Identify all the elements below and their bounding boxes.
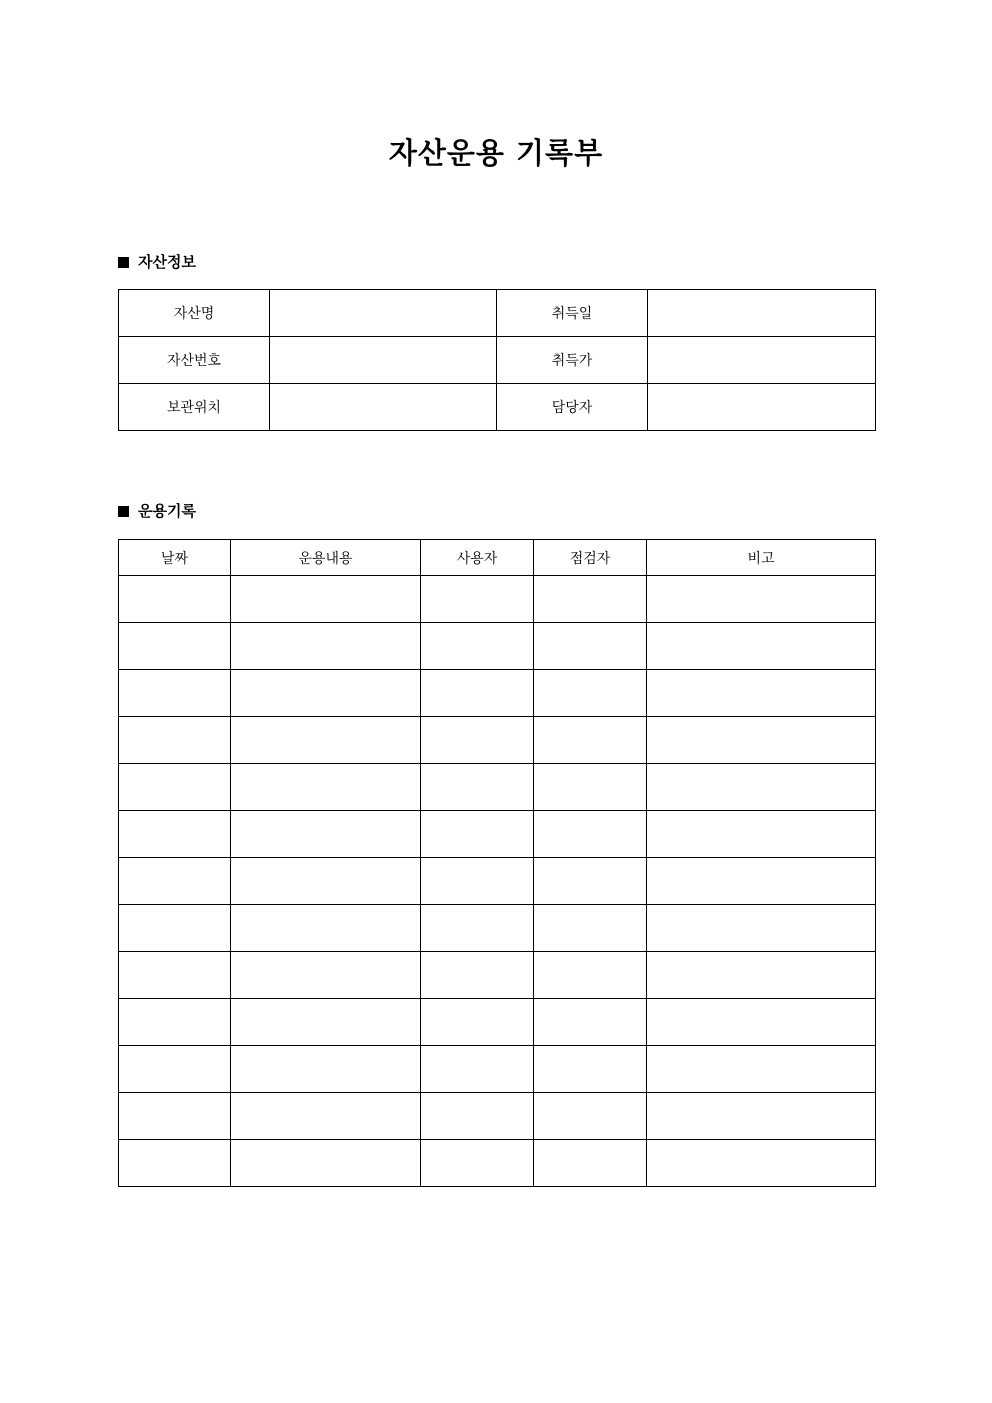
cell-user[interactable] (421, 576, 534, 623)
cell-detail[interactable] (231, 670, 421, 717)
field-value-asset-name[interactable] (270, 290, 497, 337)
cell-remark[interactable] (647, 576, 876, 623)
filled-square-icon (118, 257, 129, 268)
cell-checker[interactable] (534, 670, 647, 717)
cell-remark[interactable] (647, 999, 876, 1046)
operation-log-table (118, 539, 876, 1187)
cell-remark[interactable] (647, 811, 876, 858)
cell-remark[interactable] (647, 952, 876, 999)
cell-date[interactable] (119, 905, 231, 952)
section-heading-operation-log (118, 501, 196, 521)
table-row (119, 384, 876, 431)
cell-detail[interactable] (231, 1140, 421, 1187)
table-row (119, 999, 876, 1046)
table-row (119, 1140, 876, 1187)
field-label-asset-number: 자산번호 (119, 337, 270, 384)
cell-date[interactable] (119, 623, 231, 670)
table-row (119, 717, 876, 764)
cell-checker[interactable] (534, 905, 647, 952)
table-row (119, 905, 876, 952)
cell-date[interactable] (119, 858, 231, 905)
section-heading-asset-info (118, 252, 196, 272)
cell-checker[interactable] (534, 811, 647, 858)
page-title: 자산운용 기록부 (388, 136, 604, 170)
table-row (119, 623, 876, 670)
cell-checker[interactable] (534, 623, 647, 670)
cell-remark[interactable] (647, 1046, 876, 1093)
table-row (119, 858, 876, 905)
cell-user[interactable] (421, 764, 534, 811)
cell-detail[interactable] (231, 811, 421, 858)
table-row (119, 811, 876, 858)
cell-date[interactable] (119, 764, 231, 811)
table-row (119, 670, 876, 717)
column-header-user: 사용자 (421, 540, 534, 576)
cell-checker[interactable] (534, 1046, 647, 1093)
cell-checker[interactable] (534, 1140, 647, 1187)
cell-remark[interactable] (647, 764, 876, 811)
cell-user[interactable] (421, 623, 534, 670)
cell-remark[interactable] (647, 670, 876, 717)
cell-detail[interactable] (231, 1046, 421, 1093)
cell-date[interactable] (119, 576, 231, 623)
cell-remark[interactable] (647, 858, 876, 905)
field-value-acquisition-date[interactable] (648, 290, 876, 337)
cell-user[interactable] (421, 717, 534, 764)
cell-detail[interactable] (231, 576, 421, 623)
filled-square-icon (118, 506, 129, 517)
table-row (119, 337, 876, 384)
cell-date[interactable] (119, 1093, 231, 1140)
column-header-date: 날짜 (119, 540, 231, 576)
cell-date[interactable] (119, 1140, 231, 1187)
cell-detail[interactable] (231, 858, 421, 905)
table-header-row (119, 540, 876, 576)
cell-user[interactable] (421, 1140, 534, 1187)
cell-user[interactable] (421, 811, 534, 858)
table-row (119, 952, 876, 999)
cell-checker[interactable] (534, 999, 647, 1046)
cell-date[interactable] (119, 1046, 231, 1093)
table-row (119, 1046, 876, 1093)
table-row (119, 764, 876, 811)
cell-user[interactable] (421, 858, 534, 905)
cell-date[interactable] (119, 717, 231, 764)
cell-detail[interactable] (231, 999, 421, 1046)
cell-user[interactable] (421, 999, 534, 1046)
field-value-asset-number[interactable] (270, 337, 497, 384)
cell-detail[interactable] (231, 717, 421, 764)
cell-user[interactable] (421, 1093, 534, 1140)
asset-info-table (118, 289, 876, 431)
column-header-checker: 점검자 (534, 540, 647, 576)
cell-date[interactable] (119, 952, 231, 999)
cell-checker[interactable] (534, 717, 647, 764)
table-row (119, 576, 876, 623)
cell-checker[interactable] (534, 1093, 647, 1140)
field-value-acquisition-price[interactable] (648, 337, 876, 384)
field-label-acquisition-date: 취득일 (497, 290, 648, 337)
field-label-asset-name: 자산명 (119, 290, 270, 337)
cell-remark[interactable] (647, 905, 876, 952)
cell-detail[interactable] (231, 952, 421, 999)
cell-checker[interactable] (534, 764, 647, 811)
cell-remark[interactable] (647, 623, 876, 670)
table-row (119, 290, 876, 337)
cell-user[interactable] (421, 670, 534, 717)
section-heading-label: 운용기록 (138, 502, 196, 520)
field-label-acquisition-price: 취득가 (497, 337, 648, 384)
cell-checker[interactable] (534, 576, 647, 623)
cell-date[interactable] (119, 811, 231, 858)
cell-detail[interactable] (231, 1093, 421, 1140)
cell-detail[interactable] (231, 623, 421, 670)
field-value-manager[interactable] (648, 384, 876, 431)
cell-checker[interactable] (534, 952, 647, 999)
cell-user[interactable] (421, 905, 534, 952)
field-value-storage-location[interactable] (270, 384, 497, 431)
field-label-storage-location: 보관위치 (119, 384, 270, 431)
cell-user[interactable] (421, 952, 534, 999)
section-heading-label: 자산정보 (138, 253, 196, 271)
cell-detail[interactable] (231, 905, 421, 952)
cell-date[interactable] (119, 999, 231, 1046)
cell-remark[interactable] (647, 1140, 876, 1187)
field-label-manager: 담당자 (497, 384, 648, 431)
cell-detail[interactable] (231, 764, 421, 811)
cell-remark[interactable] (647, 1093, 876, 1140)
cell-checker[interactable] (534, 858, 647, 905)
column-header-remark: 비고 (647, 540, 876, 576)
cell-date[interactable] (119, 670, 231, 717)
table-row (119, 1093, 876, 1140)
cell-user[interactable] (421, 1046, 534, 1093)
cell-remark[interactable] (647, 717, 876, 764)
column-header-detail: 운용내용 (231, 540, 421, 576)
